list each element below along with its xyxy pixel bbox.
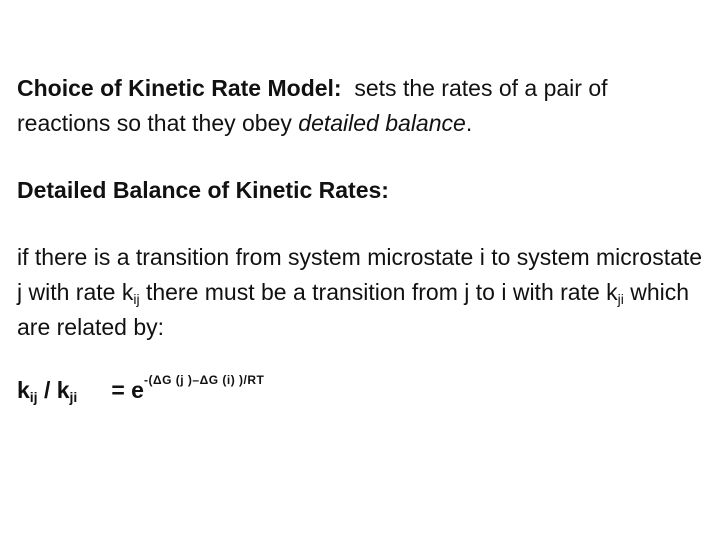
equation-k-ji: k: [56, 377, 70, 403]
kinetic-rate-model-end: .: [465, 110, 473, 136]
equation-subscript-ji: ji: [69, 389, 78, 405]
detailed-balance-equation: [17, 373, 707, 408]
equation-subscript-ij: ij: [29, 389, 38, 405]
transition-text-3: which are related by:: [17, 279, 690, 340]
equation-divider: /: [37, 377, 57, 403]
equation-k-ij: k: [17, 377, 30, 403]
kinetic-rate-model-text: sets the rates of a pair of reactions so that they obey: [17, 75, 614, 136]
equation-equals-e: = e: [111, 377, 144, 403]
transition-paragraph: [17, 240, 707, 345]
detailed-balance-emphasis: detailed balance: [298, 110, 466, 136]
rate-subscript-ji: ji: [617, 291, 624, 307]
rate-subscript-ij: ij: [133, 291, 140, 307]
equation-exponent: -(ΔG (j )–ΔG (i) )/RT: [143, 373, 265, 387]
kinetic-rate-model-paragraph: [17, 71, 707, 141]
kinetic-rate-model-heading: Choice of Kinetic Rate Model:: [17, 75, 342, 101]
detailed-balance-heading: Detailed Balance of Kinetic Rates:: [17, 177, 389, 203]
transition-text-1: if there is a transition from system microstate i to system microstate j with rate k: [17, 244, 703, 305]
transition-text-2: there must be a transition from j to i with rate k: [139, 279, 618, 305]
